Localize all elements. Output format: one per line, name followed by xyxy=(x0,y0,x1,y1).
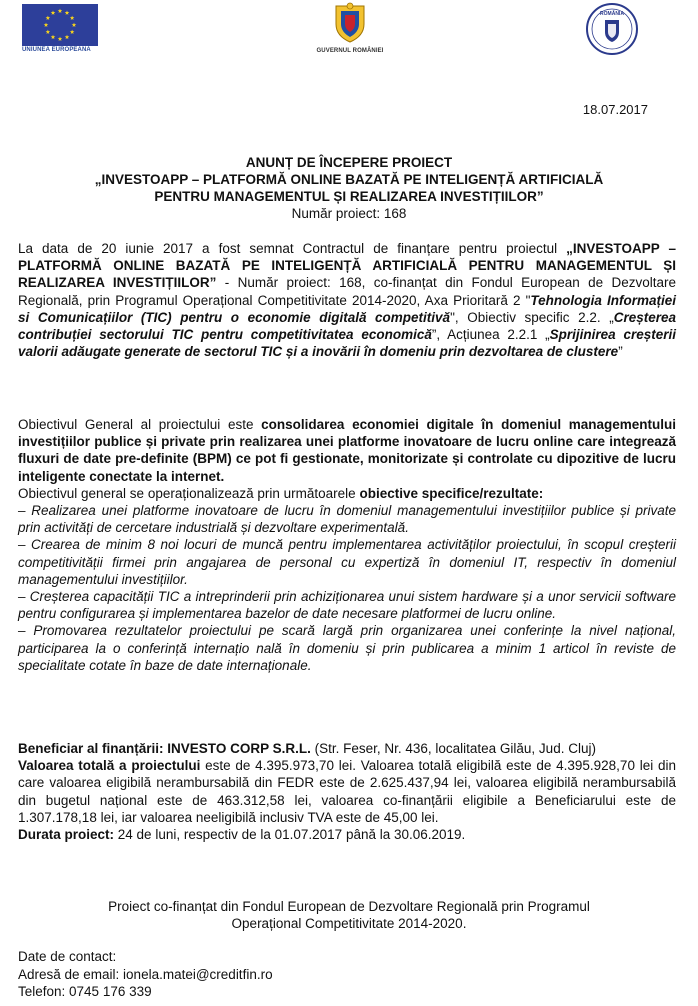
priority-axis-name: Tehnologia Informației si Comunicațiilor (TIC) pentru o economie digitală competitivă xyxy=(18,292,676,325)
contact-section xyxy=(18,948,273,1001)
action-name: Sprijinirea creșterii valorii adăugate generate de sectorul TIC și a inovării în domeniu prin dezvoltarea de clustere xyxy=(18,327,676,360)
ministry-seal-icon xyxy=(583,2,641,56)
project-value-label: Valoarea totală a proiectului xyxy=(18,758,201,774)
logo-header xyxy=(0,0,698,60)
eu-logo xyxy=(22,4,102,53)
contact-phone: Telefon: 0745 176 339 xyxy=(18,984,152,999)
contract-text-g: ”, Acțiunea 2.2.1 „ xyxy=(431,327,550,343)
objectives-section xyxy=(18,416,676,674)
specific-objectives-intro xyxy=(18,485,676,502)
project-duration xyxy=(18,826,676,843)
contract-text-i: ” xyxy=(618,344,623,360)
list-item: – Realizarea unei platforme inovatoare de lucru în domeniul managementului investițiilor publice și private prin activități de cercetare industrială și dezvoltare experimentală. xyxy=(18,503,676,536)
specific-objective-name: Creșterea contribuției sectorului TIC pentru competitivitatea economică xyxy=(18,309,677,343)
general-objective xyxy=(18,416,676,485)
project-number: Număr proiect: 168 xyxy=(291,206,407,221)
beneficiary xyxy=(18,740,676,757)
government-caption: GUVERNUL ROMÂNIEI xyxy=(316,48,384,54)
project-name: „INVESTOAPP – PLATFORMĂ ONLINE BAZATĂ PE INTELIGENȚĂ ARTIFICIALĂ PENTRU MANAGEMENTUL ȘI REALIZAREA INVESTIȚIILOR” xyxy=(18,241,676,291)
list-item: – Promovarea rezultatelor proiectului pe scară largă prin organizarea unei conferințe la nivel național, participarea la o conferință internațio nală în domeniu și prin publicarea a minim 1 articol în reviste de specialitate cotate în baze de date internaționale. xyxy=(18,623,676,673)
document-date: 18.07.2017 xyxy=(582,102,648,117)
project-value xyxy=(18,757,676,826)
cofinancing-line-1: Proiect co-finanțat din Fondul European de Dezvoltare Regională prin Programul xyxy=(108,899,590,914)
duration-label: Durata proiect: xyxy=(18,827,115,843)
duration-text: 24 de luni, respectiv de la 01.07.2017 până la 30.06.2019. xyxy=(114,827,466,843)
contract-paragraph xyxy=(18,240,676,360)
contract-text-a: La data de 20 iunie 2017 a fost semnat Contractul de finanțare pentru proiectul xyxy=(18,241,567,256)
financing-section xyxy=(18,740,676,843)
government-logo xyxy=(305,2,395,54)
contact-email: Adresă de email: ionela.matei@creditfin.ro xyxy=(18,966,273,982)
list-item: – Crearea de minim 8 noi locuri de muncă pentru implementarea activităților proiectului, în scopul creșterii competitivității firmei prin angajarea de personal cu expertiză în domeniul IT, respectiv în domeniul managementului investițiilor. xyxy=(18,537,676,587)
ministry-seal-text: ROMÂNIA xyxy=(600,11,624,17)
general-objective-text: consolidarea economiei digitale în domeniul managementului investițiilor publice și private prin realizarea unei platforme inovatoare de lucru online care integrează fluxuri de date pre-definite (BPM) ce pot fi gestionate, monitorizate și controlate cu dipozitive de lucru inteligente conectate la internet. xyxy=(18,417,676,484)
eu-caption: UNIUNEA EUROPEANĂ xyxy=(22,47,91,53)
beneficiary-label: Beneficiar al finanțării: xyxy=(18,741,168,756)
project-value-text: este de 4.395.973,70 lei. Valoarea totală eligibilă este de 4.395.928,70 lei din care valoarea eligibilă nerambursabilă din FEDR este de 2.625.437,94 lei, valoarea eligibilă nerambursabilă din bugetul național este de 463.312,58 lei, valoarea co-finanțării eligibile a Beneficiarului este de 1.307.178,18 lei, iar valoarea neeligibilă inclusiv TVA este de 45,00 lei. xyxy=(18,758,676,825)
specific-objectives-label: obiective specifice/rezultate: xyxy=(359,485,544,501)
title-line-2: „INVESTOAPP – PLATFORMĂ ONLINE BAZATĂ PE INTELIGENȚĂ ARTIFICIALĂ xyxy=(94,172,604,187)
title-line-3: PENTRU MANAGEMENTUL ȘI REALIZAREA INVESTIȚIILOR” xyxy=(154,189,544,204)
ministry-logo xyxy=(583,2,643,59)
coat-of-arms-icon xyxy=(330,2,370,44)
beneficiary-address: (Str. Feser, Nr. 436, localitatea Gilău, Jud. Cluj) xyxy=(310,741,596,756)
contract-text-c: - Număr proiect: 168, co-finanțat din Fondul European de Dezvoltare Regională, prin Programul Operațional Competitivitate 2014-2020, Axa Prioritară 2 " xyxy=(18,275,676,308)
beneficiary-name: INVESTO CORP S.R.L. xyxy=(167,741,311,756)
general-objective-intro: Obiectivul General al proiectului este xyxy=(18,417,262,432)
contact-heading: Date de contact: xyxy=(18,949,117,964)
cofinancing-note xyxy=(20,898,678,932)
title-line-1: ANUNȚ DE ÎNCEPERE PROIECT xyxy=(245,155,453,170)
list-item: – Creșterea capacității TIC a intreprinderii prin achiziționarea unui sistem hardware și a unor servicii software pentru configurarea și implementarea bazelor de date necesare platformei de lucru online. xyxy=(18,589,676,622)
cofinancing-line-2: Operațional Competitivitate 2014-2020. xyxy=(231,916,467,931)
eu-flag-icon xyxy=(22,4,98,46)
contract-text-e: ", Obiectiv specific 2.2. „ xyxy=(450,309,614,325)
specific-objectives-lead: Obiectivul general se operaționalizează prin următoarele xyxy=(18,485,360,501)
announcement-title xyxy=(20,154,678,222)
